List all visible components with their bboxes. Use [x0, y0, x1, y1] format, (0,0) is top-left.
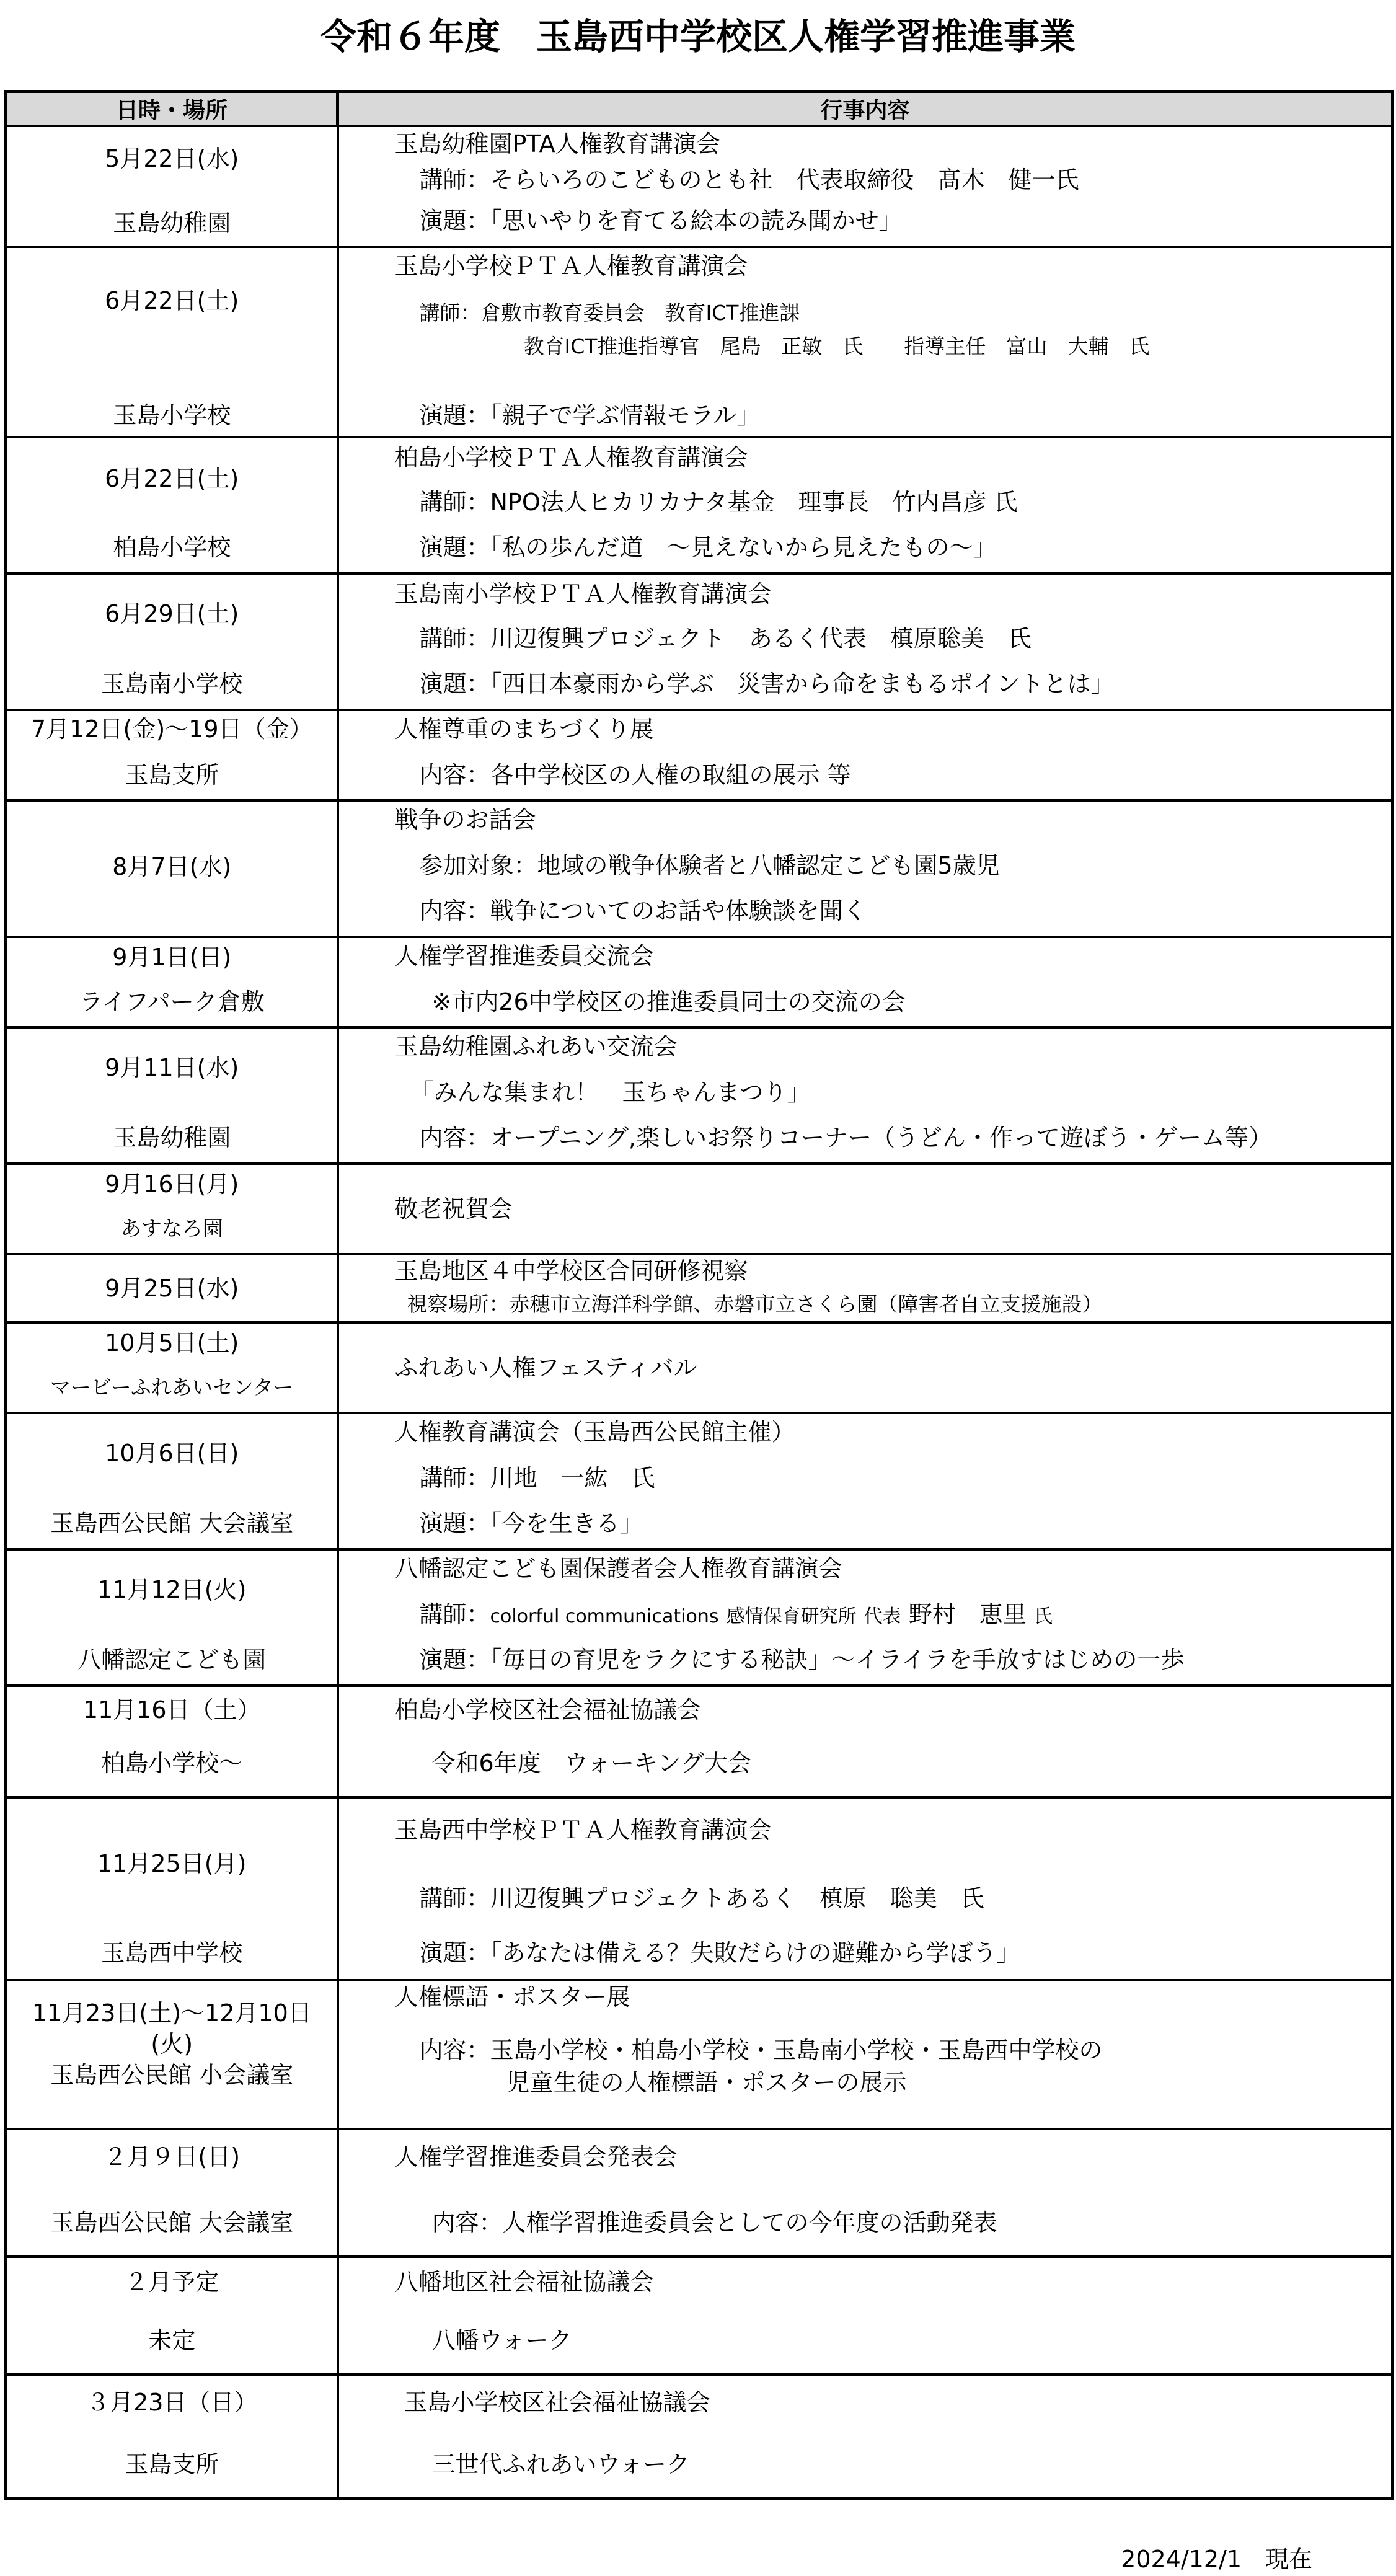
date-place-cell: [6, 1797, 338, 1980]
date-place-cell: [6, 1164, 338, 1254]
event-detail: 演題：「今を生きる」: [419, 1510, 643, 1537]
event-detail: 三世代ふれあいウォーク: [431, 2451, 690, 2478]
table-row: [6, 1797, 1393, 1980]
content-cell: [338, 710, 1393, 800]
content-cell: [338, 1164, 1393, 1254]
event-place: 玉島西公民館 大会議室: [50, 1510, 294, 1537]
date-place-cell: [6, 247, 338, 437]
date-place-cell: [6, 2375, 338, 2499]
as-of-date: 2024/12/1 現在: [1121, 2546, 1312, 2573]
event-title: 人権教育講演会（玉島西公民館主催）: [394, 1419, 795, 1446]
lecturer-name: 野村 恵里: [908, 1601, 1027, 1628]
lecturer-institute: 感情保育研究所: [726, 1606, 857, 1627]
event-detail: 八幡ウォーク: [431, 2327, 572, 2354]
content-cell: [338, 2257, 1393, 2375]
content-cell: [338, 1797, 1393, 1980]
date-place-cell: [6, 2257, 338, 2375]
date-place-cell: [6, 1254, 338, 1322]
event-detail: 内容：玉島小学校・柏島小学校・玉島南小学校・玉島西中学校の: [419, 2037, 1103, 2064]
event-place: 柏島小学校～: [101, 1750, 243, 1777]
event-detail: 演題：「私の歩んだ道 ～見えないから見えたもの～」: [419, 534, 997, 561]
event-detail: 講師：そらいろのこどものとも社 代表取締役 髙木 健一氏: [419, 166, 1079, 193]
table-row: [6, 126, 1393, 247]
table-header-row: [6, 92, 1393, 126]
content-cell: [338, 800, 1393, 937]
event-title: ふれあい人権フェスティバル: [394, 1354, 697, 1381]
event-detail: 演題：「親子で学ぶ情報モラル」: [419, 402, 761, 429]
event-title: 玉島地区４中学校区合同研修視察: [394, 1257, 748, 1285]
table-row: [6, 247, 1393, 437]
event-detail: 内容：人権学習推進委員会としての今年度の活動発表: [431, 2209, 997, 2236]
event-title: 人権学習推進委員交流会: [394, 942, 654, 970]
event-place: 玉島支所: [125, 761, 219, 789]
content-cell: [338, 1980, 1393, 2129]
event-place: 八幡認定こども園: [77, 1646, 267, 1673]
event-date: 6月22日(土): [105, 287, 239, 314]
event-date: 7月12日(金)～19日（金）: [30, 715, 313, 743]
event-detail: 参加対象：地域の戦争体験者と八幡認定こども園5歳児: [419, 852, 1000, 879]
table-row: [6, 1686, 1393, 1797]
event-place: 玉島西中学校: [101, 1939, 243, 1967]
date-place-cell: [6, 1027, 338, 1164]
event-detail: 内容：各中学校区の人権の取組の展示 等: [419, 761, 851, 789]
event-place: 玉島支所: [125, 2451, 219, 2478]
event-detail: 演題：「毎日の育児をラクにする秘訣」～イライラを手放すはじめの一歩: [419, 1646, 1185, 1673]
date-place-cell: [6, 1549, 338, 1686]
event-date: ２月９日(日): [104, 2143, 241, 2171]
content-cell: [338, 937, 1393, 1027]
event-title: 八幡地区社会福祉協議会: [394, 2268, 654, 2296]
content-cell: [338, 437, 1393, 573]
lecturer-org: colorful communications: [490, 1606, 719, 1627]
event-date: 6月29日(土): [105, 600, 239, 627]
event-title: 玉島南小学校ＰＴＡ人権教育講演会: [394, 580, 772, 608]
event-date: ２月予定: [125, 2268, 219, 2296]
table-row: [6, 1027, 1393, 1164]
content-cell: [338, 1413, 1393, 1549]
event-date: 10月6日(日): [105, 1440, 239, 1467]
event-detail: 講師：川辺復興プロジェクト あるく代表 槙原聡美 氏: [419, 625, 1032, 652]
event-date: 11月23日(土)～12月10日: [32, 1999, 312, 2027]
event-place: 玉島幼稚園: [113, 210, 231, 237]
event-place: 玉島南小学校: [101, 670, 243, 697]
table-row: [6, 800, 1393, 937]
table-row: [6, 2375, 1393, 2499]
table-row: [6, 2257, 1393, 2375]
event-date: 11月25日(月): [97, 1850, 247, 1877]
event-date: 5月22日(水): [105, 145, 239, 172]
event-detail: ※市内26中学校区の推進委員同士の交流の会: [431, 988, 906, 1016]
content-cell: [338, 1254, 1393, 1322]
event-detail: 演題：「思いやりを育てる絵本の読み聞かせ」: [419, 207, 903, 234]
event-date: 8月7日(水): [112, 853, 232, 880]
date-place-cell: [6, 2129, 338, 2257]
date-place-cell: [6, 573, 338, 710]
table-row: [6, 1322, 1393, 1413]
content-cell: [338, 2129, 1393, 2257]
event-place: 玉島小学校: [113, 402, 231, 429]
event-date: 9月25日(水): [105, 1275, 239, 1302]
table-row: [6, 710, 1393, 800]
event-place: マービーふれあいセンター: [50, 1375, 294, 1399]
event-detail: 講師：川辺復興プロジェクトあるく 槙原 聡美 氏: [419, 1885, 984, 1912]
event-date: 9月1日(日): [112, 944, 232, 971]
date-place-cell: [6, 710, 338, 800]
content-cell: [338, 573, 1393, 710]
event-detail: 内容：戦争についてのお話や体験談を聞く: [419, 897, 867, 924]
event-detail: 児童生徒の人権標語・ポスターの展示: [506, 2069, 907, 2096]
content-cell: [338, 1027, 1393, 1164]
event-title: 人権標語・ポスター展: [394, 1983, 630, 2011]
event-place: 柏島小学校: [113, 534, 231, 561]
event-title: 人権学習推進委員会発表会: [394, 2143, 678, 2171]
table-row: [6, 1254, 1393, 1322]
content-cell: [338, 247, 1393, 437]
event-detail: 演題：「西日本豪雨から学ぶ 災害から命をまもるポイントとは」: [419, 670, 1115, 697]
event-place: 玉島幼稚園: [113, 1124, 231, 1151]
table-row: [6, 937, 1393, 1027]
event-date: 9月16日(月): [105, 1171, 239, 1198]
event-detail: 講師：川地 一紘 氏: [419, 1464, 655, 1492]
date-place-cell: [6, 800, 338, 937]
event-title: 柏島小学校ＰＴＡ人権教育講演会: [394, 444, 748, 471]
event-date: 11月12日(火): [97, 1576, 247, 1603]
lecturer-honorific: 氏: [1033, 1606, 1053, 1627]
page-title: 令和６年度 玉島西中学校区人権学習推進事業: [320, 15, 1076, 58]
content-cell: [338, 2375, 1393, 2499]
table-row: [6, 437, 1393, 573]
event-detail: 内容：オープニング,楽しいお祭りコーナー（うどん・作って遊ぼう・ゲーム等）: [419, 1124, 1273, 1151]
content-cell: [338, 1686, 1393, 1797]
event-place: あすなろ園: [120, 1216, 223, 1241]
event-place: 玉島西公民館 大会議室: [50, 2209, 294, 2236]
event-detail: 教育ICT推進指導官 尾島 正敏 氏 指導主任 富山 大輔 氏: [523, 334, 1150, 358]
event-title: 敬老祝賀会: [394, 1195, 513, 1223]
event-detail: 講師：倉敷市教育委員会 教育ICT推進課: [419, 301, 800, 325]
date-place-cell: [6, 937, 338, 1027]
event-place: ライフパーク倉敷: [79, 988, 265, 1016]
event-title: 玉島幼稚園ふれあい交流会: [394, 1033, 678, 1060]
date-place-cell: [6, 1686, 338, 1797]
event-detail: 令和6年度 ウォーキング大会: [431, 1750, 752, 1777]
event-detail: 講師：NPO法人ヒカリカナタ基金 理事長 竹内昌彦 氏: [419, 489, 1018, 516]
lecturer-role: 代表: [864, 1606, 901, 1627]
event-date-weekday: (火): [151, 2030, 193, 2058]
date-place-cell: [6, 437, 338, 573]
event-title: 八幡認定こども園保護者会人権教育講演会: [394, 1555, 842, 1582]
event-detail: 視察場所：赤穂市立海洋科学館、赤磐市立さくら園（障害者自立支援施設）: [407, 1292, 1103, 1316]
content-cell: [338, 126, 1393, 247]
table-row: [6, 1980, 1393, 2129]
event-date: 10月5日(土): [105, 1329, 239, 1357]
date-place-cell: [6, 1413, 338, 1549]
event-title: 玉島幼稚園PTA人権教育講演会: [394, 130, 720, 157]
content-cell: [338, 1549, 1393, 1686]
schedule-table: [4, 90, 1394, 2500]
content-cell: [338, 1322, 1393, 1413]
lecturer-label: 講師：: [419, 1601, 490, 1628]
event-detail: 「みんな集まれ！ 玉ちゃんまつり」: [410, 1079, 811, 1106]
event-date: 9月11日(水): [105, 1054, 239, 1081]
event-detail: 演題：「あなたは備える？失敗だらけの避難から学ぼう」: [419, 1939, 1020, 1967]
event-date: ３月23日（日）: [86, 2389, 258, 2416]
date-place-cell: [6, 1322, 338, 1413]
date-place-cell: [6, 1980, 338, 2129]
event-title: 戦争のお話会: [394, 806, 536, 833]
event-detail: [420, 1600, 1053, 1631]
date-place-cell: [6, 126, 338, 247]
event-title: 玉島小学校ＰＴＡ人権教育講演会: [394, 252, 748, 280]
table-row: [6, 1549, 1393, 1686]
header-date-place: 日時・場所: [6, 92, 338, 126]
table-row: [6, 1164, 1393, 1254]
event-title: 人権尊重のまちづくり展: [394, 715, 654, 743]
table-row: [6, 1413, 1393, 1549]
event-place: 未定: [148, 2327, 196, 2354]
event-place: 玉島西公民館 小会議室: [50, 2061, 294, 2089]
table-row: [6, 2129, 1393, 2257]
table-row: [6, 573, 1393, 710]
event-title: 玉島小学校区社会福祉協議会: [404, 2389, 710, 2416]
event-title: 柏島小学校区社会福祉協議会: [394, 1696, 701, 1724]
event-date: 6月22日(土): [105, 465, 239, 492]
header-content: 行事内容: [338, 92, 1393, 126]
event-title: 玉島西中学校ＰＴＡ人権教育講演会: [394, 1817, 772, 1844]
event-date: 11月16日（土）: [82, 1696, 261, 1724]
